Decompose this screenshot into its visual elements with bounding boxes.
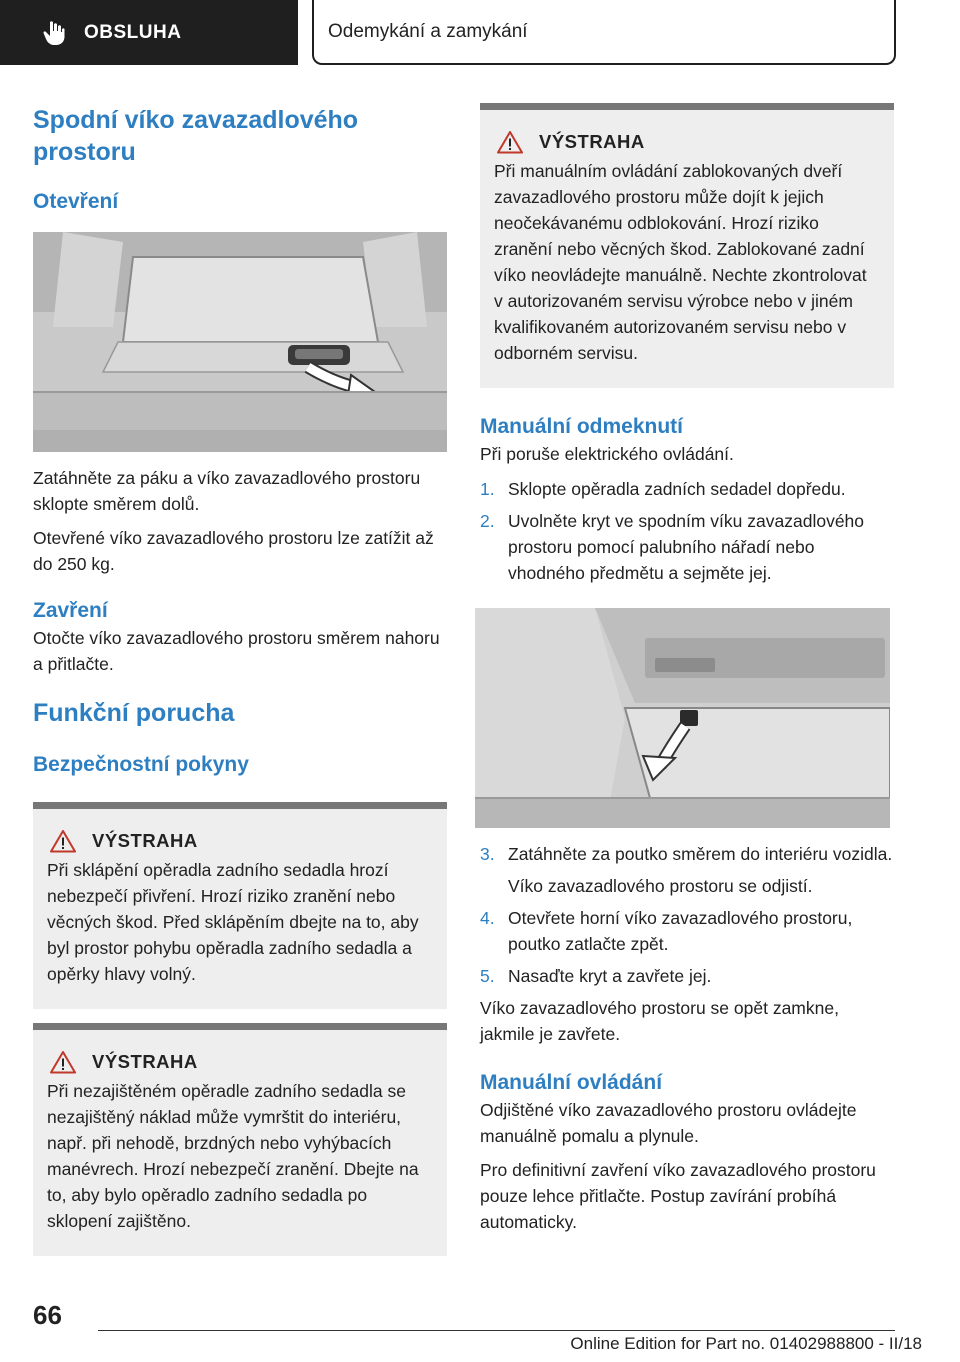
warning-triangle-icon: [497, 130, 523, 154]
list-item: 5. Nasaďte kryt a zavřete jej.: [480, 966, 712, 986]
warning-label: VÝSTRAHA: [539, 131, 645, 152]
trunk-photo-open: [33, 232, 447, 452]
manual-text-1: Odjištěné víko zavazadlového prostoru ovládejte manuálně pomalu a plynule.: [480, 1100, 857, 1146]
manual-heading: Manuální ovládání: [480, 1071, 663, 1094]
warning-box-2: [33, 1023, 447, 1256]
warning-triangle-icon: [50, 1050, 76, 1074]
page-number: 66: [33, 1300, 62, 1330]
open-heading: Otevření: [33, 190, 119, 213]
open-text-1: Zatáhněte za páku a víko zavazadlového prostoru sklopte směrem dolů.: [33, 468, 421, 514]
section-label: OBSLUHA: [84, 21, 182, 43]
warning-text: Při nezajištěném opěradle zadního sedadla se nezajištěný náklad může vymrštit do interiéru, např. při nehodě, brzdných nebo vyhýbacích manévrech. Hrozí nebezpečí zranění. Dbejte na to, aby bylo opěradlo zadního sedadla po sklopení zajištěno.: [47, 1081, 419, 1231]
unlock-heading: Manuální odmeknutí: [480, 415, 684, 438]
left-column: [33, 102, 447, 1256]
footer-divider: [98, 1330, 895, 1331]
manual-text-2: Pro definitivní zavření víko zavazadlového prostoru pouze lehce přitlačte. Postup zavírání probíhá automaticky.: [480, 1160, 876, 1232]
steps-list-b: [480, 841, 894, 989]
hand-icon: [34, 20, 74, 46]
chapter-title: Odemykání a zamykání: [312, 0, 896, 65]
warning-box-3: [480, 103, 894, 388]
list-item: 1. Sklopte opěradla zadních sedadel dopředu.: [480, 479, 846, 499]
warning-text: Při manuálním ovládání zablokovaných dveří zavazadlového prostoru může dojít k jejich neočekávanému odblokování. Hrozí riziko zranění nebo věcných škod. Zablokované zadní víko neovládejte manuálně. Nechte zkontrolovat v autorizovaném servisu výrobce nebo v jiném kvalifikovaném autorizovaném servisu nebo v odborném servisu.: [494, 161, 867, 363]
list-item: 3. Zatáhněte za poutko směrem do interiéru vozidla.: [480, 844, 893, 864]
open-text-2: Otevřené víko zavazadlového prostoru lze zatížit až do 250 kg.: [33, 528, 434, 574]
warning-text: Při sklápění opěradla zadního sedadla hrozí nebezpečí přivření. Hrozí riziko zranění nebo věcných škod. Před sklápěním dbejte na to, aby byl prostor pohybu opěradla zadního sedadla a opěrky hlavy volný.: [47, 860, 419, 984]
list-item: 2. Uvolněte kryt ve spodním víku zavazadlového prostoru pomocí palubního nářadí nebo vhodného předmětu a sejměte jej.: [480, 511, 865, 583]
warning-label: VÝSTRAHA: [92, 1051, 198, 1072]
unlock-intro: Při poruše elektrického ovládání.: [480, 444, 734, 464]
warning-label: VÝSTRAHA: [92, 830, 198, 851]
page-title: Spodní víko zavazadlového prostoru: [33, 106, 359, 166]
close-heading: Zavření: [33, 599, 108, 622]
relock-text: Víko zavazadlového prostoru se opět zamkne, jakmile je zavřete.: [480, 998, 839, 1044]
safety-heading: Bezpečnostní pokyny: [33, 753, 249, 776]
trunk-photo-cover: [475, 608, 890, 828]
section-tab: [0, 0, 298, 65]
footer-edition: Online Edition for Part no. 01402988800 - II/18: [570, 1334, 922, 1353]
fault-heading: Funkční porucha: [33, 699, 235, 727]
steps-list-a: [480, 476, 894, 586]
page-header: [0, 0, 960, 65]
step3-note: Víko zavazadlového prostoru se odjistí.: [508, 876, 813, 896]
right-column: [480, 103, 894, 1235]
close-text: Otočte víko zavazadlového prostoru směrem nahoru a přitlačte.: [33, 628, 440, 674]
warning-box-1: [33, 802, 447, 1009]
warning-triangle-icon: [50, 829, 76, 853]
list-item: 4. Otevřete horní víko zavazadlového prostoru, poutko zatlačte zpět.: [480, 908, 853, 954]
